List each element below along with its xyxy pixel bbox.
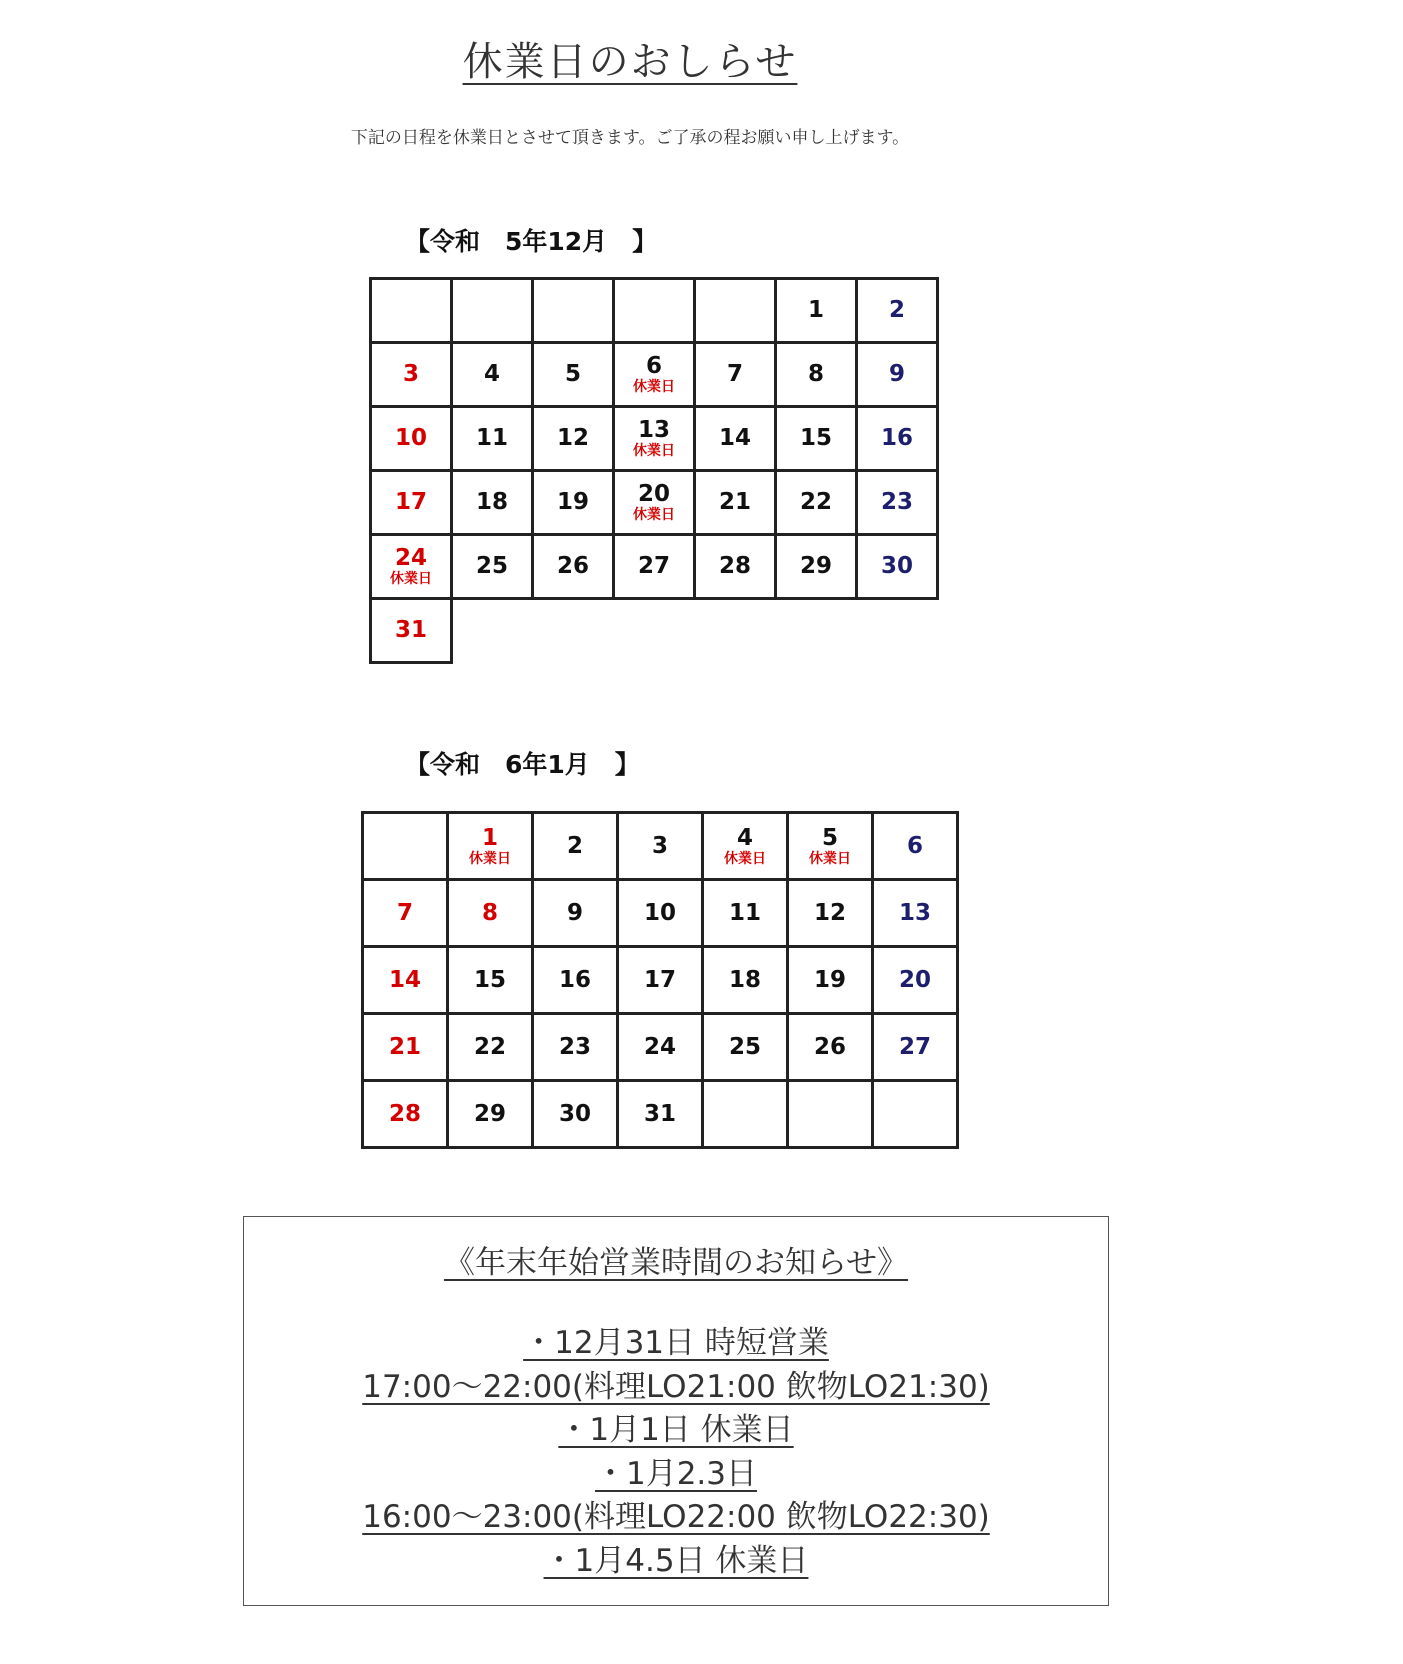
day-number: 26 — [813, 1033, 846, 1060]
calendar-day-cell — [363, 880, 448, 947]
day-number: 10 — [643, 899, 676, 926]
day-number: 9 — [566, 899, 583, 926]
calendar-day-cell — [533, 1081, 618, 1148]
day-number: 3 — [402, 361, 419, 387]
calendar-day-cell — [857, 343, 938, 407]
day-number: 12 — [556, 425, 589, 451]
calendar-day-cell — [363, 1081, 448, 1148]
calendar-week-row — [371, 471, 938, 535]
notice-line: ・1月2.3日 — [594, 1455, 758, 1492]
calendar-day-cell — [371, 535, 452, 599]
calendar-week-row — [371, 535, 938, 599]
calendar-day-cell — [703, 947, 788, 1014]
calendar-day-cell — [788, 947, 873, 1014]
calendar-empty-cell — [695, 279, 776, 343]
day-number: 22 — [799, 489, 832, 515]
day-number: 15 — [799, 425, 832, 451]
day-number: 30 — [558, 1100, 591, 1127]
calendar-day-cell — [703, 813, 788, 880]
calendar-empty-cell — [703, 1081, 788, 1148]
day-number: 24 — [643, 1033, 676, 1060]
day-number: 2 — [566, 832, 583, 859]
day-number: 25 — [728, 1033, 761, 1060]
holiday-label: 休業日 — [633, 379, 675, 395]
calendar-day-cell — [873, 880, 958, 947]
day-number: 24 — [394, 545, 427, 571]
day-number: 31 — [394, 617, 427, 643]
day-number: 15 — [473, 966, 506, 993]
calendar-day-cell — [776, 279, 857, 343]
day-number: 12 — [813, 899, 846, 926]
day-number: 21 — [718, 489, 751, 515]
notice-line: ・1月1日 休業日 — [558, 1412, 794, 1448]
day-number: 19 — [556, 489, 589, 515]
calendar-day-cell — [788, 1014, 873, 1081]
day-number: 14 — [718, 425, 751, 451]
calendar-day-cell — [452, 343, 533, 407]
calendar-day-cell — [452, 471, 533, 535]
day-number: 8 — [481, 899, 498, 926]
holiday-label: 休業日 — [633, 443, 675, 459]
calendar-blank — [695, 599, 776, 663]
day-number: 11 — [475, 425, 508, 451]
calendar-day-cell — [533, 813, 618, 880]
calendar-day-cell — [448, 880, 533, 947]
day-number: 18 — [728, 966, 761, 993]
calendar-empty-cell — [614, 279, 695, 343]
calendar-day-cell — [614, 343, 695, 407]
calendar-day-cell — [452, 535, 533, 599]
day-number: 27 — [637, 553, 670, 579]
calendar-day-cell — [695, 535, 776, 599]
notice-line: ・1月4.5日 休業日 — [543, 1542, 809, 1579]
calendar-day-cell — [448, 813, 533, 880]
calendar-week-row — [371, 599, 938, 663]
calendar-week-row — [363, 1014, 958, 1081]
day-number: 28 — [388, 1100, 421, 1127]
day-number: 29 — [799, 553, 832, 579]
calendar-day-cell — [695, 343, 776, 407]
calendar-january — [361, 811, 959, 1149]
intro-text: 下記の日程を休業日とさせて頂きます。ご了承の程お願い申し上げます。 — [350, 128, 910, 148]
notice-lines — [244, 1322, 1108, 1583]
day-number: 22 — [473, 1033, 506, 1060]
day-number: 20 — [898, 966, 931, 993]
calendar-day-cell — [776, 471, 857, 535]
calendar-day-cell — [448, 1014, 533, 1081]
calendar-day-cell — [371, 599, 452, 663]
notice-line: ・12月31日 時短営業 — [523, 1325, 829, 1361]
calendar-day-cell — [533, 947, 618, 1014]
day-number: 1 — [481, 824, 498, 851]
day-number: 18 — [475, 489, 508, 515]
day-number: 10 — [394, 425, 427, 451]
day-number: 7 — [396, 899, 413, 926]
day-number: 4 — [483, 361, 500, 387]
calendar-week-row — [363, 813, 958, 880]
calendar-day-cell — [873, 947, 958, 1014]
calendar-blank — [533, 599, 614, 663]
calendar-day-cell — [857, 279, 938, 343]
calendar-week-row — [363, 880, 958, 947]
calendar-week-row — [371, 279, 938, 343]
calendar-day-cell — [788, 880, 873, 947]
day-number: 19 — [813, 966, 846, 993]
holiday-label: 休業日 — [469, 850, 511, 867]
calendar-title-december: 【令和 5年12月 】 — [405, 227, 658, 256]
calendar-day-cell — [857, 471, 938, 535]
calendar-day-cell — [776, 535, 857, 599]
day-number: 3 — [651, 832, 668, 859]
calendar-day-cell — [614, 407, 695, 471]
calendar-day-cell — [857, 407, 938, 471]
calendar-day-cell — [618, 1014, 703, 1081]
calendar-day-cell — [448, 1081, 533, 1148]
calendar-day-cell — [857, 535, 938, 599]
calendar-day-cell — [371, 407, 452, 471]
calendar-empty-cell — [452, 279, 533, 343]
calendar-day-cell — [614, 471, 695, 535]
calendar-day-cell — [533, 471, 614, 535]
calendar-empty-cell — [788, 1081, 873, 1148]
day-number: 8 — [807, 361, 824, 387]
calendar-day-cell — [614, 535, 695, 599]
calendar-blank — [776, 599, 857, 663]
calendar-day-cell — [452, 407, 533, 471]
calendar-blank — [614, 599, 695, 663]
calendar-day-cell — [371, 471, 452, 535]
day-number: 27 — [898, 1033, 931, 1060]
calendar-day-cell — [776, 343, 857, 407]
holiday-label: 休業日 — [633, 507, 675, 523]
page-title: 休業日のおしらせ — [462, 39, 798, 85]
day-number: 5 — [821, 824, 838, 851]
calendar-day-cell — [618, 813, 703, 880]
day-number: 16 — [880, 425, 913, 451]
notice-line: 16:00～23:00(料理LO22:00 飲物LO22:30) — [362, 1499, 990, 1535]
calendar-blank — [452, 599, 533, 663]
day-number: 11 — [728, 899, 761, 926]
day-number: 17 — [394, 489, 427, 515]
calendar-day-cell — [363, 1014, 448, 1081]
calendar-day-cell — [695, 471, 776, 535]
calendar-empty-cell — [363, 813, 448, 880]
calendar-day-cell — [533, 407, 614, 471]
day-number: 31 — [643, 1100, 676, 1127]
day-number: 20 — [637, 481, 670, 507]
calendar-day-cell — [533, 535, 614, 599]
holiday-label: 休業日 — [390, 571, 432, 587]
calendar-day-cell — [371, 343, 452, 407]
day-number: 23 — [558, 1033, 591, 1060]
day-number: 1 — [807, 297, 824, 323]
day-number: 25 — [475, 553, 508, 579]
day-number: 13 — [898, 899, 931, 926]
day-number: 13 — [637, 417, 670, 443]
notice-title: 《年末年始営業時間のお知らせ》 — [443, 1245, 909, 1281]
day-number: 5 — [564, 361, 581, 387]
calendar-day-cell — [533, 880, 618, 947]
day-number: 6 — [645, 353, 662, 379]
calendar-week-row — [371, 407, 938, 471]
calendar-week-row — [363, 1081, 958, 1148]
calendar-day-cell — [533, 1014, 618, 1081]
calendar-day-cell — [618, 947, 703, 1014]
day-number: 14 — [388, 966, 421, 993]
day-number: 26 — [556, 553, 589, 579]
calendar-title-january: 【令和 6年1月 】 — [405, 750, 640, 779]
calendar-day-cell — [695, 407, 776, 471]
day-number: 17 — [643, 966, 676, 993]
day-number: 23 — [880, 489, 913, 515]
calendar-empty-cell — [371, 279, 452, 343]
day-number: 28 — [718, 553, 751, 579]
calendar-day-cell — [618, 880, 703, 947]
day-number: 29 — [473, 1100, 506, 1127]
calendar-day-cell — [776, 407, 857, 471]
notice-line: 17:00～22:00(料理LO21:00 飲物LO21:30) — [362, 1368, 990, 1405]
holiday-label: 休業日 — [724, 850, 766, 867]
calendar-empty-cell — [533, 279, 614, 343]
holiday-label: 休業日 — [809, 850, 851, 867]
calendar-day-cell — [618, 1081, 703, 1148]
calendar-day-cell — [873, 1014, 958, 1081]
calendar-day-cell — [703, 880, 788, 947]
calendar-week-row — [363, 947, 958, 1014]
calendar-day-cell — [788, 813, 873, 880]
day-number: 21 — [388, 1033, 421, 1060]
calendar-day-cell — [703, 1014, 788, 1081]
calendar-blank — [857, 599, 938, 663]
calendar-week-row — [371, 343, 938, 407]
day-number: 2 — [888, 297, 905, 323]
calendar-december — [369, 277, 939, 664]
calendar-day-cell — [873, 813, 958, 880]
day-number: 16 — [558, 966, 591, 993]
day-number: 6 — [906, 832, 923, 859]
hours-notice-box — [243, 1216, 1109, 1606]
calendar-day-cell — [448, 947, 533, 1014]
day-number: 7 — [726, 361, 743, 387]
calendar-day-cell — [533, 343, 614, 407]
day-number: 9 — [888, 361, 905, 387]
calendar-empty-cell — [873, 1081, 958, 1148]
calendar-day-cell — [363, 947, 448, 1014]
day-number: 4 — [736, 824, 753, 851]
day-number: 30 — [880, 553, 913, 579]
